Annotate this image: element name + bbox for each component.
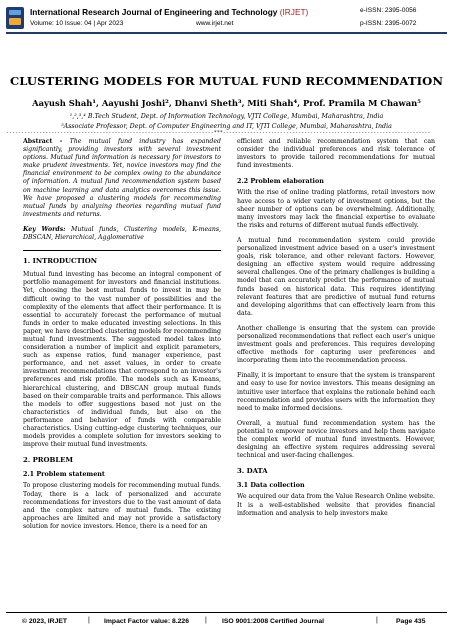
keywords-text: Mutual funds, Clustering models, K-means, DBSCAN, Hierarchical, Agglomerative [23, 225, 221, 242]
paper-authors: Aayush Shah¹, Aayushi Joshi², Dhanvi Sheth³, Miti Shah⁴, Prof. Pramila M Chawan⁵ [32, 98, 421, 108]
elaboration-paragraph-5: Overall, a mutual fund recommendation system has the potential to empower novice investors and help them navigate the complex world of mutual fund investments. However, designing an effective system requires addressing several technical and user-facing challenges. [237, 419, 435, 460]
eissn: e-ISSN: 2395-0056 [360, 7, 417, 14]
journal-abbr: (IRJET) [279, 7, 309, 17]
footer-rule [6, 612, 447, 613]
irjet-logo-icon [6, 7, 24, 29]
volume-issue: Volume: 10 Issue: 04 | Apr 2023 [30, 20, 124, 27]
section-heading-data: 3. DATA [237, 467, 268, 476]
data-paragraph: We acquired our data from the Value Research Online website. It is a well-established website that provides financial information and analysis to help investors make [237, 493, 435, 517]
elaboration-paragraph-4: Finally, it is important to ensure that the system is transparent and easy to use for novice investors. This means designing an intuitive user interface that explains the rationale behind each recommendation and provides users with the information they need to make informed decisions. [237, 372, 435, 412]
title-separator: ---------------------------------------------------------------------***--------------------------------------------------------------------- [6, 130, 431, 136]
pissn: p-ISSN: 2395-0072 [360, 20, 417, 27]
intro-paragraph: Mutual fund investing has become an integral component of portfolio management for investors and financial institutions. Yet, choosing the best mutual funds to invest in may be difficult owing to the vast number of possibilities and the complexity of the elements that affect their performance. It is essential to accurately forecast the performance of mutual funds in order to make educated investing selections. In this paper, we have described clustering models for recommending mutual fund investments. The suggested model takes into consideration a number of implicit and explicit parameters, such as expense ratios, fund manager experience, past performance, and net asset values, in order to create investment recommendations that correspond to an investor's preferences and risk profile. The models such as K-means, hierarchical clustering, and DBSCAN group mutual funds based on their comparable traits and performance. This allows the models to offer suggestions based not just on the characteristics of individual funds, but also on the performance and behavior of funds with comparable characteristics. Using cutting-edge clustering techniques, our models provides a complete solution for investors seeking to improve their mutual fund investments. [23, 271, 221, 449]
abstract-divider [23, 250, 221, 251]
abstract-text: The mutual fund industry has expanded significantly, providing investors with several investment options. Mutual fund information is necessary for investors to make prudent investments. Yet, novice investors may find the financial environment to be complex owing to the abundance of information. A mutual fund recommendation system based on machine learning and data analytics overcomes this issue. We have proposed a clustering models for recommending mutual funds by analyzing theories regarding mutual fund investments and returns. [23, 138, 221, 218]
footer-iso: ISO 9001:2008 Certified Journal [222, 618, 324, 625]
footer-page-number: Page 435 [396, 618, 426, 625]
journal-header [0, 0, 453, 38]
problem-paragraph: To propose clustering models for recommending mutual funds. Today, there is a lack of personalized and accurate recommendations for investors due to the vast amount of data and the complex nature of mutual funds. The existing approaches are limited and may not provide a satisfactory solution for novice investors. Hence, there is a need for an [23, 482, 221, 530]
footer-separator: | [376, 617, 378, 624]
journal-website[interactable]: www.irjet.net [196, 20, 234, 27]
affiliation-students: ¹,²,³,⁴ B.Tech Student, Dept. of Information Technology, VJTI College, Mumbai, Maharashtra, India [69, 113, 384, 120]
journal-name: International Research Journal of Engineering and Technology [30, 7, 278, 17]
section-heading-introduction: 1. INTRODUCTION [23, 257, 98, 266]
problem-continued-paragraph: efficient and reliable recommendation system that can consider the individual preferences and risk tolerance of investors to provide tailored recommendations for mutual fund investments. [237, 138, 435, 170]
abstract-label: Abstract - [23, 138, 63, 145]
subsection-heading-problem-elaboration: 2.2 Problem elaboration [237, 177, 324, 186]
keywords [23, 226, 221, 242]
affiliation-professor: ⁵Associate Professor, Dept. of Computer Engineering and IT, VJTI College, Mumbai, Maharashtra, India [61, 123, 392, 130]
paper-title: CLUSTERING MODELS FOR MUTUAL FUND RECOMMENDATION [9, 74, 444, 88]
keywords-label: Key Words: [23, 225, 66, 233]
abstract [23, 138, 221, 219]
elaboration-paragraph-1: With the rise of online trading platforms, retail investors now have access to a wider variety of investment options, but the sheer number of options can be overwhelming. Additionally, many investors may lack the financial expertise to evaluate the risks and returns of different mutual funds effectively. [237, 189, 435, 229]
subsection-heading-problem-statement: 2.1 Problem statement [23, 470, 105, 479]
footer-separator: | [88, 617, 90, 624]
footer-separator: | [205, 617, 207, 624]
left-column [23, 138, 221, 538]
elaboration-paragraph-2: A mutual fund recommendation system could provide personalized investment advice based on a user's investment goals, risk tolerance, and other relevant factors. However, designing an effective system would require addressing several challenges. One of the primary challenges is building a model that can accurately predict the performance of mutual funds based on historical data. This requires identifying relevant features that are predictive of mutual fund returns and developing algorithms that can effectively learn from this data. [237, 236, 435, 317]
footer-copyright: © 2023, IRJET [22, 618, 68, 625]
right-column [237, 138, 435, 525]
section-heading-problem: 2. PROBLEM [23, 456, 74, 465]
journal-title [30, 7, 308, 17]
subsection-heading-data-collection: 3.1 Data collection [237, 481, 305, 490]
header-rule [6, 32, 447, 34]
elaboration-paragraph-3: Another challenge is ensuring that the system can provide personalized recommendations that reflect each user's unique investment goals and preferences. This requires developing effective methods for capturing user preferences and incorporating them into the recommendation process. [237, 324, 435, 365]
footer-impact-factor: Impact Factor value: 8.226 [104, 618, 189, 625]
